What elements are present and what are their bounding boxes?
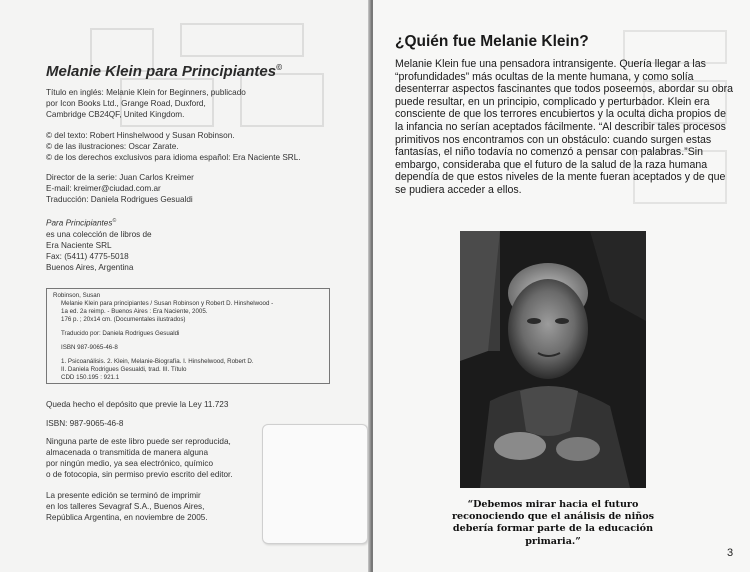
printing-note: La presente edición se terminó de imprimir en los talleres Sevagraf S.A., Buenos Aires, República Argentina, en noviembre de 2005. — [46, 491, 208, 522]
legal-deposit: Queda hecho el depósito que previe la Ley 11.723 — [46, 400, 229, 409]
series-credits: Director de la serie: Juan Carlos Kreimer E-mail: kreimer@ciudad.com.ar Traducción: Daniela Rodrigues Gesualdi — [46, 173, 194, 204]
publisher-block: Para Principiantes© es una colección de libros de Era Naciente SRL Fax: (5411) 4775-5018 Buenos Aires, Argentina — [46, 218, 152, 272]
body-paragraph: Melanie Klein fue una pensadora intransigente. Quería llegar a las “profundidades” más ocultas de la mente humana, y como solía desenterrar aspectos fascinantes que todos poseemos, abordar su obra puede resultar, en un principio, complicado y perturbador. Klein era consciente de que los terrores encubiertos y la oculta dicha propios de la infancia no serían aceptados fácilmente. “Al describir tales procesos primitivos nos encontramos con un obstáculo: cuando surgen estas fantasías, el niño todavía no comenzó a pensar con palabras.”Sin embargo, consideraba que el futuro de la salud de la raza humana dependía de que estos niveles de la mente fueran aceptados y de que se pudiera acceder a ellos. — [395, 58, 734, 196]
photo-caption: “Debemos mirar hacia el futuro reconociendo que el análisis de niños debería formar parte de la educación primaria.” — [451, 499, 655, 547]
rights-notice: Ninguna parte de este libro puede ser reproducida, almacenada o transmitida de manera alguna por ningún medio, ya sea electrónico, químico o de fotocopia, sin permiso previo escrito del editor. — [46, 437, 233, 479]
library-sticker — [262, 424, 368, 544]
portrait-photo — [460, 231, 646, 488]
right-page — [373, 0, 750, 572]
left-page — [0, 0, 371, 572]
section-heading: ¿Quién fue Melanie Klein? — [395, 33, 589, 50]
book-title: Melanie Klein para Principiantes© — [46, 63, 282, 80]
catalog-record-box: Robinson, Susan Melanie Klein para principiantes / Susan Robinson y Robert D. Hinshelwood - 1a ed. 2a reimp. - Buenos Aires : Era Naciente, 2005. 176 p. ; 20x14 cm. (Documentales ilustrados) Traducido por: Daniela Rodrigues Gesualdi ISBN 987-9065-46-8 1. Psicoanálisis. 2. Klein, Melanie-Biografía. I. Hinshelwood, Robert D. II. Daniela Rodrigues Gesualdi, trad. III. Título CDD 150.195 : 921.1 — [46, 288, 330, 384]
page-number: 3 — [727, 547, 734, 559]
english-title-block: Título en inglés: Melanie Klein for Beginners, publicado por Icon Books Ltd., Grange Road, Duxford, Cambridge CB24QF, United Kingdom. — [46, 88, 246, 119]
isbn: ISBN: 987-9065-46-8 — [46, 419, 124, 428]
copyright-block: © del texto: Robert Hinshelwood y Susan Robinson. © de las ilustraciones: Oscar Zarate. © de los derechos exclusivos para idioma español: Era Naciente SRL. — [46, 131, 301, 162]
